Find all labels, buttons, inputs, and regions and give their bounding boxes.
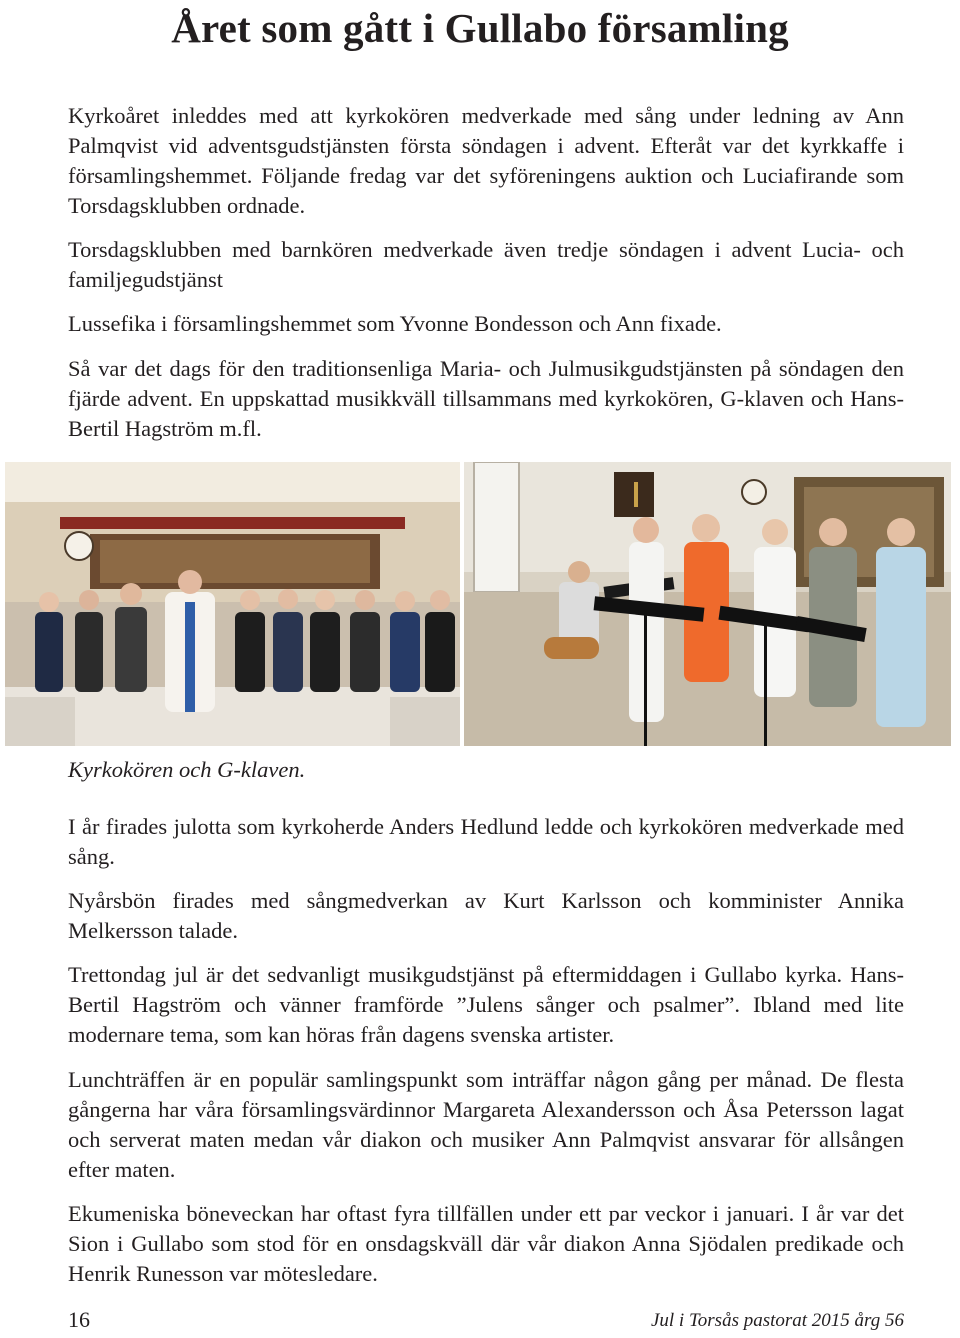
g-klaven-photo-right [464,462,951,746]
paragraph-lunchtraffen: Lunchträffen är en populär samlingspunkt som inträffar någon gång per månad. De flesta gångerna har våra församlingsvärdinnor Margareta Alexandersson och Åsa Petersson lagat och serverat maten medan vår diakon och musiker Ann Palmqvist ansvarar för allsången efter maten. [68,1067,904,1182]
paragraph-ekumeniska: Ekumeniska böneveckan har oftast fyra tillfällen under ett par veckor i januari. I år var det Sion i Gullabo som stod för en onsdagskväll där vår diakon Anna Sjödalen predikade och Henrik Runesson var mötesledare. [68,1201,904,1286]
paragraph-nyarsbon: Nyårsbön firades med sångmedverkan av Kurt Karlsson och komminister Annika Melkersson talade. [68,888,904,943]
paragraph-advent: Kyrkoåret inleddes med att kyrkokören medverkade med sång under ledning av Ann Palmqvist vid adventsgudstjänsten första söndagen i advent. Efteråt var det kyrkkaffe i församlingshemmet. Följande fredag var det syföreningens auktion och Luciafirande som Torsdagsklubben ordnade. [68,103,904,218]
paragraph-julmusik: Så var det dags för den traditionsenliga Maria- och Julmusikgudstjänsten på söndagen den fjärde advent. En uppskattad musikkväll tillsammans med kyrkokören, G-klaven och Hans-Bertil Hagström m.fl. [68,356,904,441]
paragraph-trettondag: Trettondag jul är det sedvanligt musikgudstjänst på eftermiddagen i Gullabo kyrka. Hans-Bertil Hagström och vänner framförde ”Julens sånger och psalmer”. Ibland med lite modernare tema, som kan höras från dagens svenska artister. [68,962,904,1047]
paragraph-julotta: I år firades julotta som kyrkoherde Anders Hedlund ledde och kyrkokören medverkade med sång. [68,814,904,869]
photo-caption: Kyrkokören och G-klaven. [68,757,306,782]
publication-footer: Jul i Torsås pastorat 2015 årg 56 [650,1310,904,1331]
paragraph-torsdagsklubben: Torsdagsklubben med barnkören medverkade även tredje söndagen i advent Lucia- och familjegudstjänst [68,237,904,292]
page-number: 16 [68,1307,90,1332]
choir-photo-left [5,462,460,746]
paragraph-lussefika: Lussefika i församlingshemmet som Yvonne Bondesson och Ann fixade. [68,311,722,336]
photo-strip [5,462,951,746]
page-title: Året som gått i Gullabo församling [171,5,789,51]
